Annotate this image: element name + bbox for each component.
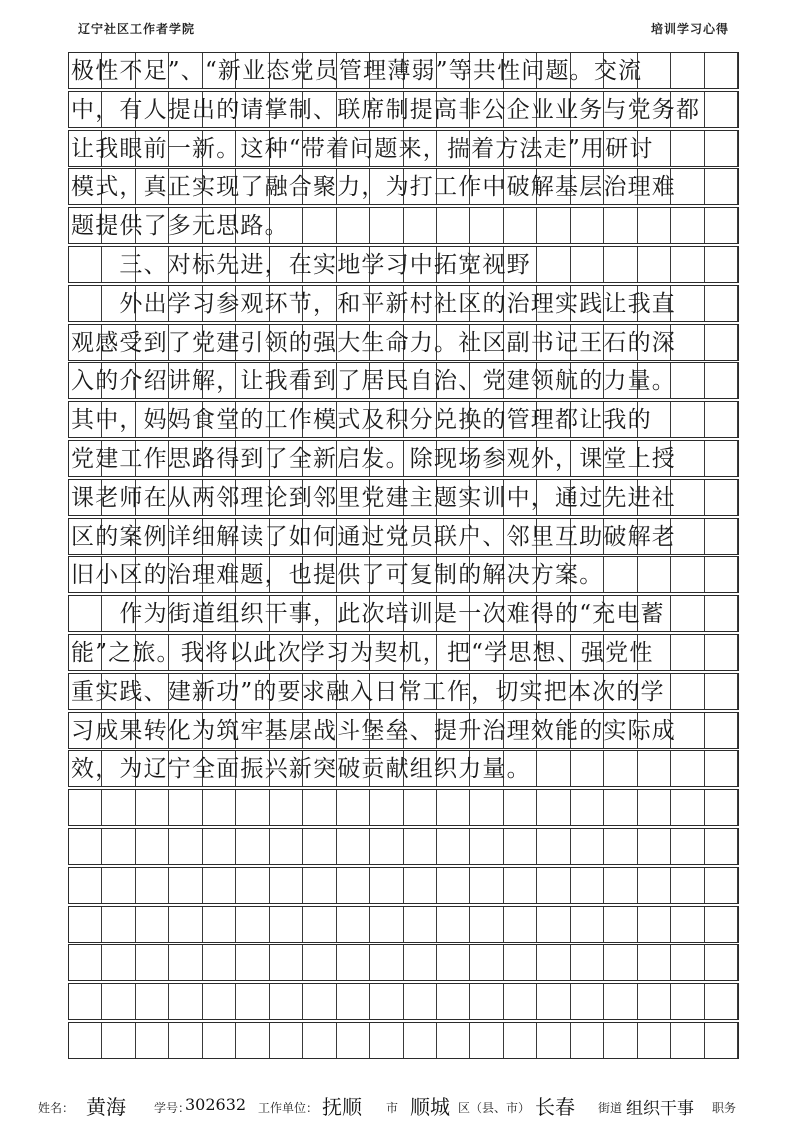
grid-row bbox=[68, 324, 739, 361]
handwritten-line: 课老师在从两邻理论到邻里党建主题实训中，通过先进社 bbox=[71, 484, 676, 511]
handwritten-line bbox=[71, 871, 738, 902]
handwritten-line: 重实践、建新功”的要求融入日常工作，切实把本次的学 bbox=[71, 678, 665, 705]
handwritten-line bbox=[71, 793, 738, 824]
grid-row bbox=[68, 828, 739, 865]
grid-row bbox=[68, 401, 739, 438]
handwritten-line bbox=[71, 910, 738, 941]
handwritten-line bbox=[71, 948, 738, 979]
grid-row bbox=[68, 556, 739, 593]
unit-label: 工作单位： bbox=[258, 1101, 319, 1115]
grid-row bbox=[68, 91, 739, 128]
street-value: 长春 bbox=[535, 1095, 575, 1119]
grid-row bbox=[68, 1022, 739, 1059]
street-label: 街道 bbox=[598, 1101, 623, 1115]
grid-row bbox=[68, 130, 739, 167]
handwritten-line: 其中，妈妈食堂的工作模式及积分兑换的管理都让我的 bbox=[71, 407, 652, 434]
handwritten-line: 题提供了多元思路。 bbox=[71, 213, 289, 240]
handwritten-line: 模式，真正实现了融合聚力，为打工作中破解基层治理难 bbox=[71, 174, 676, 201]
grid-row bbox=[68, 285, 739, 322]
district-value: 顺城 bbox=[410, 1095, 450, 1119]
handwritten-line: 能”之旅。我将以此次学习为契机，把“学思想、强党性 bbox=[71, 640, 654, 666]
position-value: 组织干事 bbox=[626, 1099, 694, 1119]
grid-row bbox=[68, 789, 739, 826]
grid-row bbox=[68, 52, 739, 89]
position-label: 职务 bbox=[712, 1101, 737, 1115]
id-label: 学号： bbox=[154, 1101, 191, 1115]
name-value: 黄海 bbox=[86, 1095, 126, 1119]
institution-name: 辽宁社区工作者学院 bbox=[78, 22, 196, 36]
handwritten-line bbox=[71, 987, 738, 1018]
handwritten-line: 三、对标先进，在实地学习中拓宽视野 bbox=[71, 252, 531, 278]
handwritten-line: 习成果转化为筑牢基层战斗堡垒、提升治理效能的实际成 bbox=[71, 717, 676, 744]
handwritten-line bbox=[71, 1026, 738, 1057]
grid-row bbox=[68, 867, 739, 904]
handwritten-line: 旧小区的治理难题，也提供了可复制的解决方案。 bbox=[71, 562, 604, 589]
handwritten-line: 让我眼前一新。这种“带着问题来，揣着方法走”用研讨 bbox=[71, 135, 654, 162]
handwritten-line: 外出学习参观环节，和平新村社区的治理实践让我直 bbox=[71, 290, 676, 317]
grid-row bbox=[68, 168, 739, 205]
grid-row bbox=[68, 906, 739, 943]
handwritten-line: 入的介绍讲解，让我看到了居民自治、党建领航的力量。 bbox=[71, 368, 676, 395]
district-label: 区（县、市） bbox=[458, 1101, 531, 1115]
grid-row bbox=[68, 595, 739, 632]
grid-row bbox=[68, 207, 739, 244]
handwritten-line: 作为街道组织干事，此次培训是一次难得的“充电蓄 bbox=[71, 601, 665, 628]
id-value: 302632 bbox=[185, 1095, 247, 1114]
handwritten-line: 党建工作思路得到了全新启发。除现场参观外，课堂上授 bbox=[71, 446, 676, 472]
document-type: 培训学习心得 bbox=[650, 22, 729, 36]
grid-row bbox=[68, 440, 739, 477]
grid-row bbox=[68, 712, 739, 749]
grid-row bbox=[68, 983, 739, 1020]
grid-row bbox=[68, 479, 739, 516]
handwritten-line: 效，为辽宁全面振兴新突破贡献组织力量。 bbox=[71, 756, 531, 783]
grid-row bbox=[68, 673, 739, 710]
city-label: 市 bbox=[386, 1101, 399, 1115]
grid-row bbox=[68, 518, 739, 555]
name-label: 姓名： bbox=[38, 1101, 75, 1115]
grid-row bbox=[68, 750, 739, 787]
handwritten-line: 观感受到了党建引领的强大生命力。社区副书记王石的深 bbox=[71, 329, 676, 356]
page-header bbox=[0, 0, 799, 40]
writing-grid bbox=[68, 52, 739, 1060]
grid-row bbox=[68, 362, 739, 399]
handwritten-line: 中，有人提出的请掌制、联席制提高非公企业业务与党务都 bbox=[71, 96, 701, 123]
footer-info bbox=[0, 1085, 799, 1125]
grid-row bbox=[68, 944, 739, 981]
handwritten-line: 极性不足”、“新业态党员管理薄弱”等共性问题。交流 bbox=[71, 58, 643, 84]
grid-row bbox=[68, 246, 739, 283]
grid-row bbox=[68, 634, 739, 671]
handwritten-line: 区的案例详细解读了如何通过党员联户、邻里互助破解老 bbox=[71, 523, 676, 550]
city-value: 抚顺 bbox=[322, 1095, 362, 1119]
handwritten-line bbox=[71, 832, 738, 863]
